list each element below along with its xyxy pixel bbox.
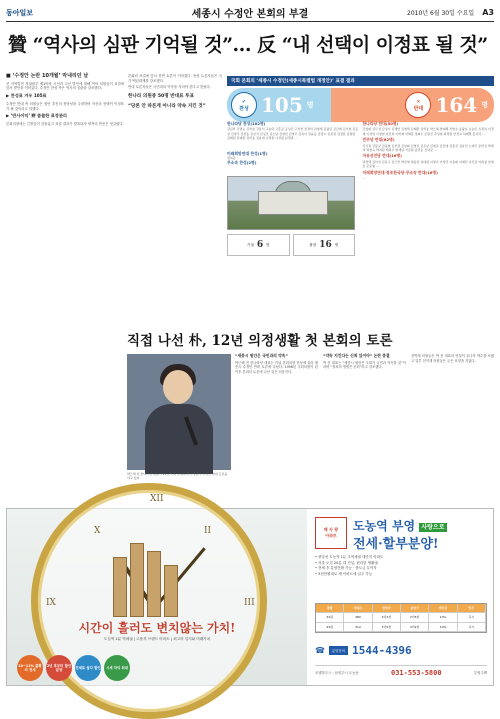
logo-text: 해 사 랑 <box>323 527 339 532</box>
ad-visual <box>7 494 307 685</box>
table-cell: 10% <box>429 623 457 632</box>
ad-bullet: • 5천만원대로 새 아파트에 입주 가능 <box>315 571 373 576</box>
left-article-column <box>6 74 124 506</box>
no-group-title: 자유선진당 반대(16명) <box>362 153 402 159</box>
no-unit: 명 <box>481 101 488 109</box>
table-cell: 10% <box>429 613 457 622</box>
yes-unit: 명 <box>306 101 314 109</box>
article2-subhead: “약속 지킨다는 신뢰 있어야” 논란 종결 <box>323 353 390 358</box>
no-group-names: 강창희 김무성 김성수 김세연 김영택 김태환 김학송 박근혜 박대해 서병수 송광호 유승민 유정복 이경재 이성헌 이정현 이진복 이학재 이혜훈 정희수 조원진 주성영 최경환 한선교 허태열 홍사덕 ... <box>362 127 494 136</box>
abstain-label: 기권 <box>246 242 254 247</box>
speaker-photo <box>127 354 231 470</box>
article-paragraph: 본회의 표결에 앞서 찬반 토론이 이어졌다. 찬성 토론자들은 국가 백년대계를 강조했다. <box>128 74 222 83</box>
article2-body <box>235 354 494 484</box>
main-headline[interactable]: 贊 “역사의 심판 기억될 것”… 反 “내 선택이 이정표 될 것” <box>8 34 488 56</box>
no-group-names: 강기정 강봉균 김동철 김부겸 김상희 김영진 김우남 김재균 김진애 김춘진 김효석 노영민 문학진 박병석 박선숙 박지원 백원우 변재일 서갑원 송민순 신낙균 ... <box>362 143 494 153</box>
ad-footer <box>315 665 487 679</box>
table-header-cell: 계약금 <box>429 604 457 613</box>
no-member-list <box>363 120 495 326</box>
absent-box <box>293 234 356 256</box>
clock-graphic: XII III IX II X <box>31 483 267 719</box>
article-subhead: ▶ ‘반사이익’ 野 씁쓸한 표정관리 <box>6 113 67 119</box>
vote-panel-title: 국회 본회의 ‘세종시 수정안(세종시특별법 개정안)’ 표결 결과 <box>227 76 494 86</box>
vote-bar <box>227 88 494 122</box>
ad-bullet: • 중앙선 도농역 1분 초역세권 대단지 아파트 <box>315 555 384 559</box>
brand-logo <box>315 517 347 549</box>
phone-icon: ☎ <box>315 645 325 655</box>
article2-text: 친박계 의원들은 박 전 대표의 연설이 끝나자 박수를 보냈고 일부 친이계 의원들은 굳은 표정을 지었다. <box>411 354 494 363</box>
phone-number[interactable]: 1544-4396 <box>352 643 412 657</box>
article-paragraph: 반대 토론자들은 국민과의 약속을 지켜야 한다고 맞섰다. <box>128 85 211 90</box>
no-group-title: 한나라당 반대(50명) <box>362 121 399 126</box>
abstain-unit: 명 <box>266 242 270 247</box>
yes-group-title: 무소속 찬성(2명) <box>227 159 257 165</box>
ad-badges <box>17 655 130 681</box>
table-header-cell: 입주 <box>458 604 486 613</box>
apartment-towers-graphic <box>113 537 183 617</box>
ad-badge: 10~12% 불황의 전세 <box>17 655 43 681</box>
issue-date: 2010년 6월 30일 수요일 <box>407 10 475 17</box>
absent-label: 불참 <box>309 242 317 247</box>
no-count: 164 <box>435 93 478 117</box>
page-number: A3 <box>482 8 494 17</box>
table-header-cell: 세대수 <box>344 604 372 613</box>
ad-title <box>353 517 447 534</box>
table-cell: 312 <box>344 623 372 632</box>
ad-slogan: 시간이 흘러도 변치않는 가치! <box>78 621 236 635</box>
yes-extra-list <box>227 152 355 165</box>
article2-text: 박근혜 전 한나라당 대표는 이날 본회의장 단상에 올라 세종시 수정안 반대 토론에 나섰다. 1998년 국회의원이 된 이후 본회의 토론에 나선 것은 처음이다. <box>235 360 318 374</box>
article2-column <box>411 354 494 484</box>
masthead <box>6 4 494 22</box>
no-group-title: 미래희망연대·창조한국당·무소속 반대(16명) <box>362 169 438 175</box>
article2-text: 박 전 대표는 “세종시 원안은 국회가 국민과 약속한 것”이라며 “정치의 생명은 신뢰”라고 강조했다. <box>323 360 406 370</box>
ad-badge: 전세로 살다 할인 <box>75 655 101 681</box>
yes-group-names: 정하균 <box>227 156 236 161</box>
vote-result-panel <box>227 76 494 326</box>
no-badge <box>405 92 431 118</box>
table-header-cell: 분양가 <box>401 604 429 613</box>
table-cell: 33평 <box>316 613 344 622</box>
photo-caption: 박근혜 전 한나라당 대표가 29일 국회 본회의에서 세종시 수정안 반대 토론을 하고 있다. <box>127 472 228 480</box>
table-cell: 3억2천 <box>401 623 429 632</box>
table-cell: 1억5천 <box>373 623 401 632</box>
ad-bullet-list <box>315 555 487 577</box>
check-icon: ✔ <box>241 98 247 105</box>
logo-text: 아파트 <box>325 533 337 538</box>
article-subhead: 한나라 의원중 50명 반대표 투표 <box>128 94 195 100</box>
x-mark-icon: ✕ <box>416 98 421 105</box>
article-subhead: ▶ 찬성표 겨우 105표 <box>6 93 47 99</box>
ad-title-tag: 사랑으로 <box>421 524 445 531</box>
no-label: 반대 <box>413 105 424 112</box>
price-table <box>315 603 487 633</box>
no-group-names: ... <box>362 176 366 181</box>
article2-headline[interactable]: 직접 나선 朴, 12년 의정생활 첫 본회의 토론 <box>127 333 393 349</box>
table-cell: 480 <box>344 613 372 622</box>
article2-subhead: “세종시 원안은 국민과의 약속” <box>235 353 288 358</box>
ad-bullet: • 서울 도심 20분 대 진입, 편리한 생활권 <box>315 560 378 565</box>
article2-column <box>323 354 406 484</box>
ad-phone-row[interactable] <box>315 641 487 659</box>
yes-group-title: 미래희망연대 찬성(1명) <box>227 151 268 156</box>
section-title: 세종시 수정안 본회의 부결 <box>191 9 309 20</box>
article-paragraph: 본회의장에는 긴장감이 감돌았고 표결 결과가 발표되자 양측의 반응은 엇갈렸다. <box>6 121 124 126</box>
vote-yes-segment <box>227 88 331 122</box>
article-paragraph: 신 지역발전 정권원부 제1야당 시선과 나선 발언에 대해 여야 의원들이 표결에 앞서 발언을 이어갔다. 수정안 찬성 측은 역사의 심판을 강조했다. <box>6 81 124 91</box>
advertisement[interactable] <box>6 494 494 686</box>
abstain-box <box>227 234 290 256</box>
article-paragraph: 수정안 반대 측 의원들은 원안 추진의 정당성을 주장하며 자신의 선택이 이정표가 될 것이라고 말했다. <box>6 101 124 111</box>
yes-label: 찬성 <box>239 105 249 112</box>
ad-subtext: 도심역 1분 역세권 | 고품격 브랜드 아파트 | 최고의 입지와 미래가치 <box>103 637 211 641</box>
yes-count: 105 <box>261 93 303 117</box>
model-house-address: 모델하우스 : 남양주시 도농동 <box>315 671 359 675</box>
table-cell: 43평 <box>316 623 344 632</box>
yes-group-title: 한나라당 찬성(102명) <box>227 121 266 126</box>
no-group-names: 권선택 김낙성 김용구 류근찬 박선영 변웅전 심대평 이명수 이상민 이용희 이재선 이진삼 이회창 임영호 조순형 ... <box>362 159 494 169</box>
absent-count: 16 <box>319 240 332 250</box>
ad-title-text: 도농역 부영 <box>353 519 416 533</box>
ad-badge: 2년 후부터 할인분양 <box>46 655 72 681</box>
yes-badge <box>231 92 257 118</box>
phone-label: 분양문의 <box>329 646 348 655</box>
table-header-cell: 평형 <box>316 604 344 613</box>
table-header-cell: 전세가 <box>373 604 401 613</box>
newspaper-brand[interactable]: 동아일보 <box>6 7 34 17</box>
table-cell: 즉시 <box>458 613 486 622</box>
table-cell: 즉시 <box>458 623 486 632</box>
ad-badge: 시세 차익 최대 <box>104 655 130 681</box>
no-group-title: 민주당 반대(82명) <box>362 137 395 143</box>
absent-unit: 명 <box>334 242 339 247</box>
ad-bullet: • 전세 후 분양전환 가능 · 중도금 무이자 <box>315 566 377 570</box>
article-subhead: “당론 안 따른게 아니라 약속 지킨 것” <box>128 104 206 110</box>
ad-info <box>307 509 493 685</box>
table-cell: 1억2천 <box>373 613 401 622</box>
article-kicker: ■ ‘수정안 논란 10개월’ 막내리던 날 <box>6 73 89 79</box>
ad-title2: 전세·할부분양! <box>353 537 439 552</box>
footer-phone[interactable]: 031-553-5800 <box>391 668 442 677</box>
abstain-count: 6 <box>256 240 264 250</box>
table-cell: 2억5천 <box>401 613 429 622</box>
developer-name: 부영주택 <box>473 671 487 675</box>
article2-column <box>235 354 318 484</box>
national-assembly-photo <box>227 176 355 230</box>
yes-group-names: 강길부 강명순 강석호 강용석 고승덕 고흥길 공성진 구상찬 권경석 권영세 김광림 김금래 김기현 김동성 김명주 김선동 김성식 김성조 김소남 김영선 김영우 김옥이 김을동 김장수 김정권 김정훈 김충환 김태원 김태환 김학송 김효재 나경원 나성린 남경필 ... <box>227 127 359 141</box>
abstain-absent-row <box>227 234 355 256</box>
vote-no-segment <box>331 88 494 122</box>
